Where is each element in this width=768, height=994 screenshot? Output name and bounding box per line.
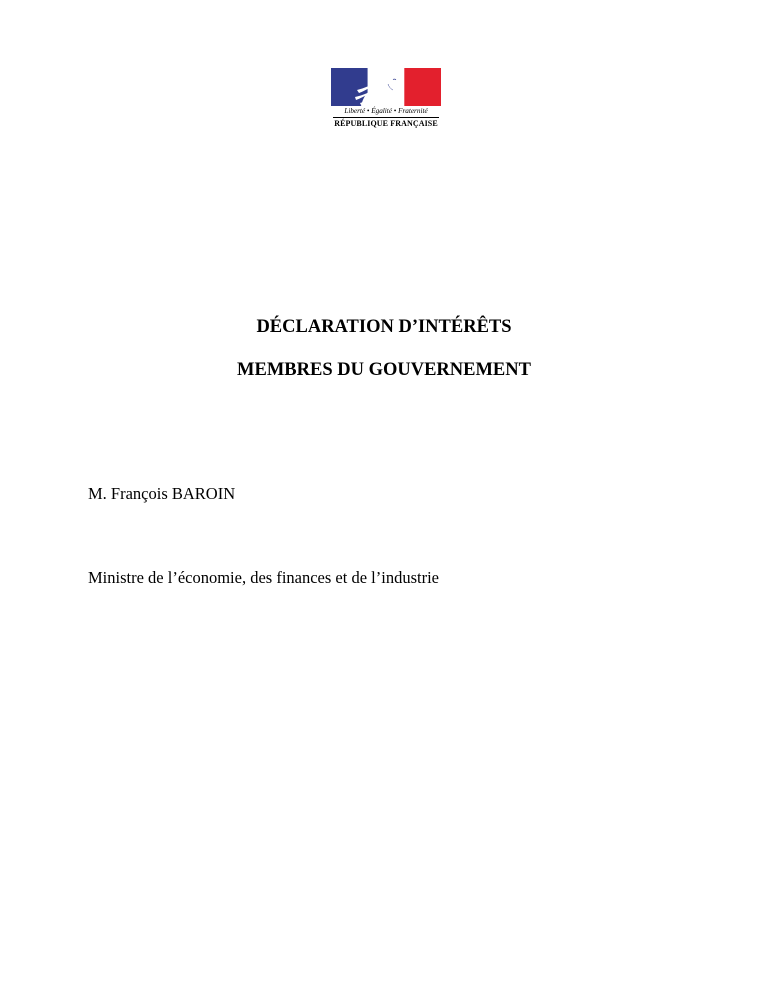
republique-francaise-logo (331, 68, 441, 130)
logo-name: RÉPUBLIQUE FRANÇAISE (334, 119, 438, 128)
flag-red-band (404, 68, 441, 106)
document-subtitle: MEMBRES DU GOUVERNEMENT (237, 360, 531, 380)
marianne-flag-icon (331, 68, 441, 106)
logo-motto: Liberté • Égalité • Fraternité (344, 107, 428, 115)
declarant-role: Ministre de l’économie, des finances et de l’industrie (88, 568, 439, 587)
flag-blue-band (331, 68, 368, 106)
document-title: DÉCLARATION D’INTÉRÊTS (256, 317, 512, 337)
declarant-name: M. François BAROIN (88, 484, 236, 503)
